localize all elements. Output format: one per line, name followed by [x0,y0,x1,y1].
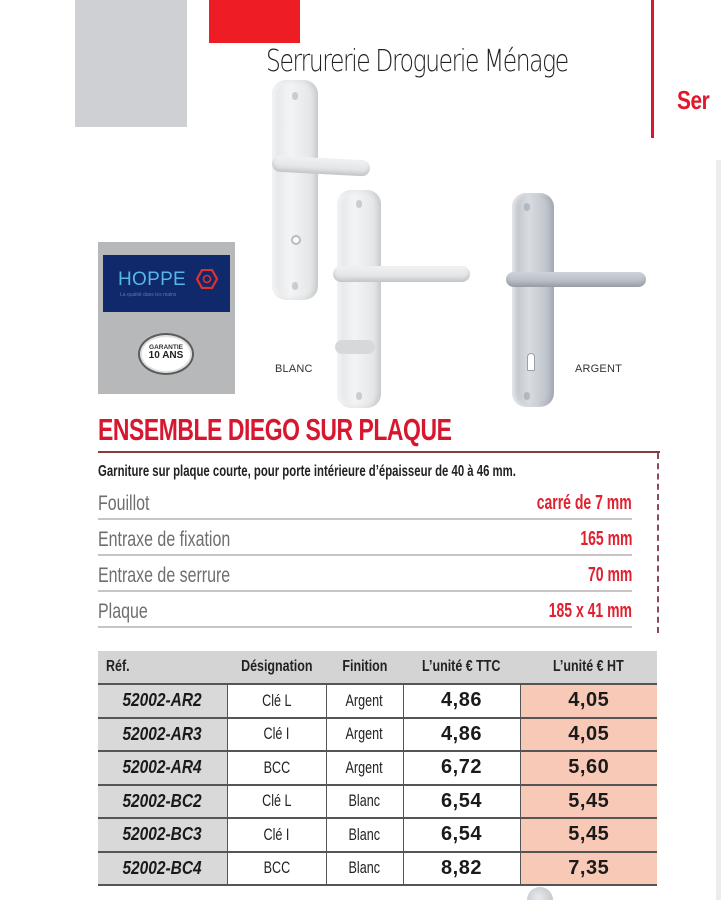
decorative-red-block [209,0,300,43]
spec-label: Plaque [98,600,148,623]
next-product-image-fragment [527,887,553,900]
handle-lever [333,266,470,282]
screw-icon [292,282,298,290]
cell-designation: Clé L [227,684,326,718]
cell-price-ht: 4,05 [520,718,657,752]
screw-icon [356,200,362,208]
cell-price-ttc: 6,54 [403,785,520,819]
brand-tagline: La qualité dans les mains [120,292,177,298]
table-row [98,718,657,752]
cell-price-ht: 5,45 [520,785,657,819]
spec-row-entraxe-serrure [98,558,632,592]
product-title: ENSEMBLE DIEGO SUR PLAQUE [98,412,452,447]
warranty-label: GARANTIE [149,344,183,351]
cell-finition: Blanc [326,818,403,852]
header-price-ht: L’unité € HT [520,651,657,684]
cell-finition: Argent [326,718,403,752]
spec-label: Fouillot [98,492,150,515]
cell-designation: Clé I [227,818,326,852]
cell-price-ht: 5,60 [520,751,657,785]
title-divider [98,451,660,453]
caption-blanc: BLANC [275,363,313,375]
section-title: Serrurerie Droguerie Ménage [266,44,568,79]
cell-price-ht: 5,45 [520,818,657,852]
warranty-badge [138,333,194,375]
table-row [98,785,657,819]
header-finition: Finition [326,651,403,684]
caption-argent: ARGENT [575,363,623,375]
cell-designation: BCC [227,751,326,785]
cell-price-ttc: 8,82 [403,852,520,886]
screw-icon [524,203,530,211]
cell-ref: 52002-AR4 [98,751,227,785]
cell-ref: 52002-AR2 [98,684,227,718]
cell-ref: 52002-BC3 [98,818,227,852]
cell-designation: Clé I [227,718,326,752]
cell-price-ttc: 4,86 [403,684,520,718]
thumb-turn-icon [335,340,375,354]
table-row [98,751,657,785]
cell-designation: Clé L [227,785,326,819]
decorative-gray-block [75,0,187,127]
header-designation: Désignation [227,651,326,684]
cell-finition: Argent [326,684,403,718]
header-price-ttc: L’unité € TTC [403,651,520,684]
key-hole-icon [291,235,301,245]
spec-value: 70 mm [587,564,632,586]
cell-price-ht: 4,05 [520,684,657,718]
brand-name: HOPPE [118,269,187,290]
cell-ref: 52002-AR3 [98,718,227,752]
hoppe-logo-box [103,255,230,312]
hoppe-hexagon-icon [196,269,218,289]
handle-plate [337,190,381,408]
brand-panel [98,242,235,394]
handle-plate [272,80,318,300]
cell-price-ttc: 6,72 [403,751,520,785]
spec-value: carré de 7 mm [537,492,632,514]
spec-value: 165 mm [579,528,632,550]
handle-plate [512,193,554,407]
page-divider [651,0,654,138]
screw-icon [292,92,298,100]
warranty-duration: 10 ANS [148,350,184,361]
table-row [98,852,657,886]
cell-price-ttc: 6,54 [403,818,520,852]
header-ref: Réf. [98,651,227,684]
cell-finition: Blanc [326,785,403,819]
dashed-divider [657,453,659,633]
next-page-edge [716,160,721,900]
keyhole-icon [527,353,535,371]
cell-price-ttc: 4,86 [403,718,520,752]
product-description: Garniture sur plaque courte, pour porte intérieure d’épaisseur de 40 à 46 mm. [98,463,516,480]
spec-value: 185 x 41 mm [548,600,632,622]
table-row [98,684,657,718]
spec-label: Entraxe de fixation [98,528,231,551]
table-row [98,818,657,852]
cell-price-ht: 7,35 [520,852,657,886]
cell-ref: 52002-BC2 [98,785,227,819]
screw-icon [524,392,530,400]
cell-finition: Blanc [326,852,403,886]
spec-label: Entraxe de serrure [98,564,231,587]
screw-icon [356,392,362,400]
cell-designation: BCC [227,852,326,886]
cell-finition: Argent [326,751,403,785]
spec-row-entraxe-fixation [98,522,632,556]
spec-row-fouillot [98,486,632,520]
cell-ref: 52002-BC4 [98,852,227,886]
table-header-row [98,651,657,684]
next-page-title: Ser [677,85,710,115]
handle-lever [506,272,646,287]
spec-row-plaque [98,594,632,628]
price-table [98,651,657,886]
